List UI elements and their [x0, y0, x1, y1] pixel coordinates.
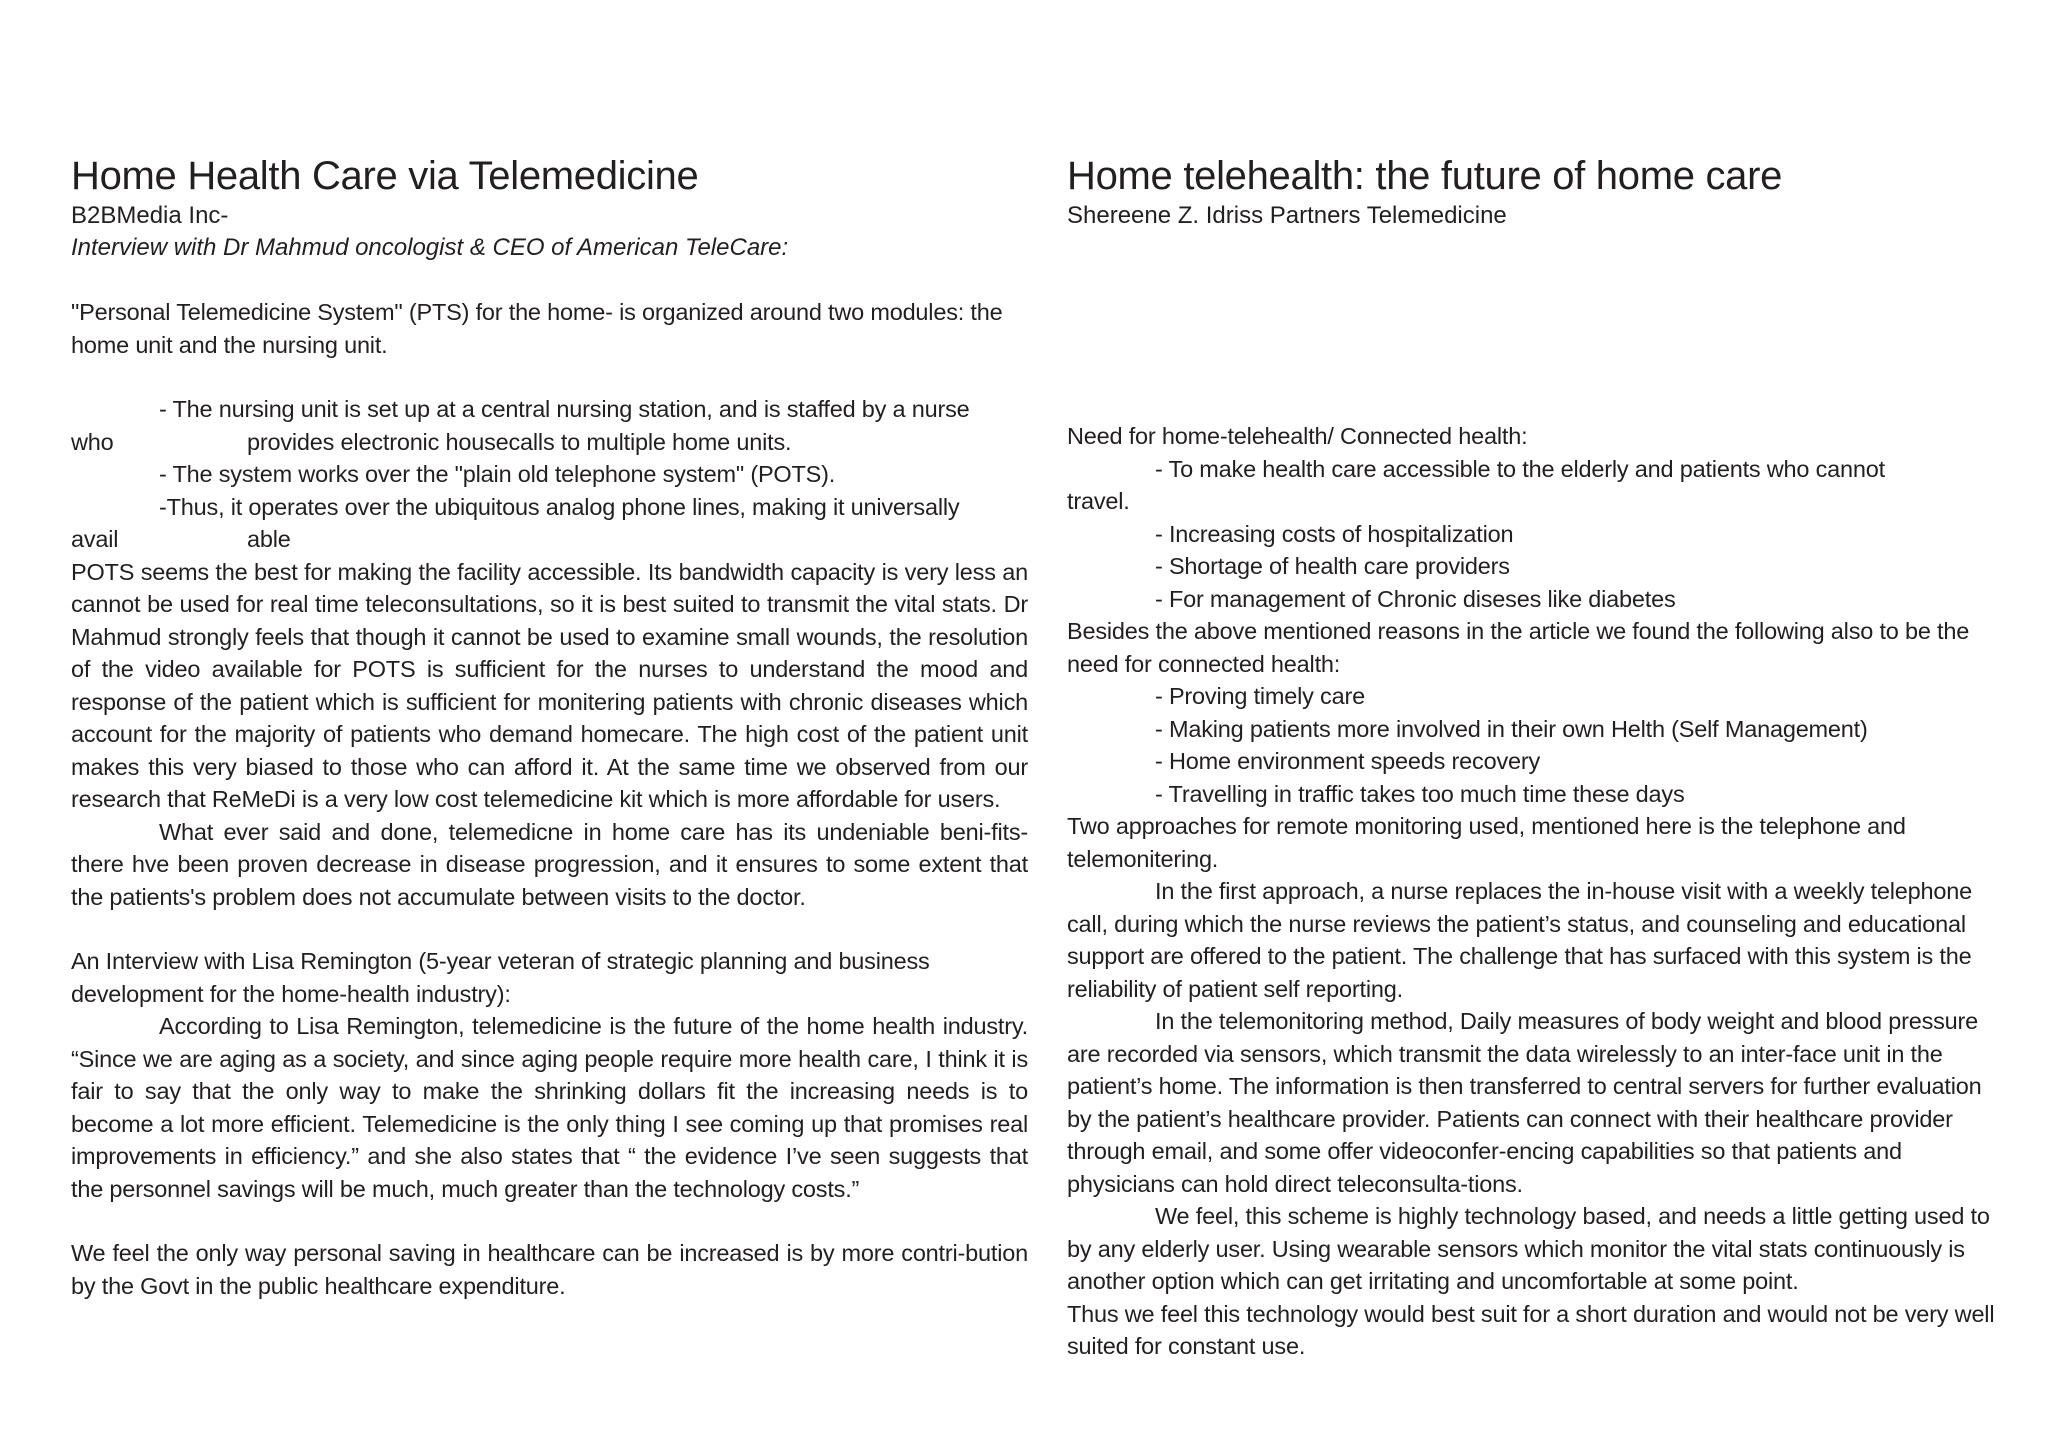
right-extra-item-4: - Travelling in traffic takes too much time these days: [1155, 780, 1685, 807]
right-extra-item-1: - Proving timely care: [1155, 683, 1365, 709]
left-para-lisa: According to Lisa Remington, telemedicine is the future of the home health industry. “Since we are aging as a society, and since aging people require more health care, I think it is fair to say that the only way to make the shrinking dollars fit the increasing needs is to become a lot more efficient. Telemedicine is the only thing I see coming up that promises real improvements in efficiency.” and she also states that “ the evidence I’ve seen suggests that the personnel savings will be much, much greater than the technology costs.”: [71, 1013, 1028, 1202]
left-bullet-1-who: who: [71, 428, 114, 455]
left-bullet-2: - The system works over the "plain old telephone system" (POTS).: [159, 461, 836, 487]
right-para-thus: Thus we feel this technology would best suit for a short duration and would not be very well suited for constant use.: [1067, 1300, 1995, 1359]
spacer: [71, 361, 1028, 393]
left-para-conclusion: We feel the only way personal saving in healthcare can be increased is by more contri-bution by the Govt in the public healthcare expenditure.: [71, 1240, 1028, 1299]
right-need-item-3: - Shortage of health care providers: [1155, 553, 1510, 579]
right-need-item-1: - To make health care accessible to the elderly and patients who cannot: [1155, 455, 1885, 482]
right-source: Shereene Z. Idriss Partners Telemedicine: [1067, 202, 1507, 229]
right-need-item-4: - For management of Chronic diseses like diabetes: [1155, 585, 1676, 612]
left-source: B2BMedia Inc-: [71, 202, 229, 229]
spacer: [71, 1205, 1028, 1237]
right-para-first: In the first approach, a nurse replaces the in-house visit with a weekly telephone call, during which the nurse reviews the patient’s status, and counseling and educational support are offered to the patient. The challenge that has surfaced with this system is the reliability of patient self reporting.: [1067, 878, 1973, 1002]
right-title: Home telehealth: the future of home care: [1067, 154, 1783, 198]
right-extra-item-3: - Home environment speeds recovery: [1155, 748, 1541, 774]
right-approaches: Two approaches for remote monitoring used, mentioned here is the telephone and telemonitering.: [1067, 813, 1906, 872]
right-extra-item-2: - Making patients more involved in their own Helth (Self Management): [1155, 715, 1868, 742]
right-need-item-2: - Increasing costs of hospitalization: [1155, 520, 1514, 547]
left-bullet-3-avail: avail: [71, 526, 119, 552]
left-bullet-3-cont: able: [247, 526, 291, 552]
left-bullet-1-cont: provides electronic housecalls to multiple home units.: [247, 428, 792, 455]
left-para-whatever: What ever said and done, telemedicne in home care has its undeniable beni-fits- there hve been proven decrease in disease progression, and it ensures to some extent that the patients's problem does not accumulate between visits to the doctor.: [71, 818, 1028, 910]
left-column: [71, 152, 1028, 1302]
spacer: [71, 264, 1028, 296]
left-interview2-heading: An Interview with Lisa Remington (5-year veteran of strategic planning and business development for the home-health industry):: [71, 948, 930, 1007]
right-column: [1067, 152, 1999, 1363]
left-title: Home Health Care via Telemedicine: [71, 154, 699, 198]
left-bullet-3-continuation: [71, 523, 1028, 556]
right-besides: Besides the above mentioned reasons in the article we found the following also to be the need for connected health:: [1067, 618, 1970, 677]
left-subtitle: Interview with Dr Mahmud oncologist & CEO of American TeleCare:: [71, 234, 789, 261]
right-need-item-1-cont: travel.: [1067, 488, 1130, 514]
spacer: [1067, 232, 1999, 420]
left-bullet-3: -Thus, it operates over the ubiquitous analog phone lines, making it universally: [159, 493, 960, 520]
spacer: [71, 913, 1028, 945]
left-bullet-1: - The nursing unit is set up at a central nursing station, and is staffed by a nurse: [159, 396, 970, 422]
right-para-telemonitoring: In the telemonitoring method, Daily measures of body weight and blood pressure are recorded via sensors, which transmit the data wirelessly to an inter-face unit in the patient’s home. The information is then transferred to central servers for further evaluation by the patient’s healthcare provider. Patients can connect with their healthcare provider through email, and some offer videoconfer-encing capabilities so that patients and physicians can hold direct teleconsulta-tions.: [1067, 1008, 1982, 1197]
right-need-heading: Need for home-telehealth/ Connected health:: [1067, 423, 1528, 449]
right-para-wefeel: We feel, this scheme is highly technology based, and needs a little getting used to by any elderly user. Using wearable sensors which monitor the vital stats continuously is another option which can get irritating and uncomfortable at some point.: [1067, 1203, 1990, 1294]
left-bullet-1-continuation: [71, 426, 1028, 459]
left-para-pots: POTS seems the best for making the facility accessible. Its bandwidth capacity is very less an cannot be used for real time teleconsultations, so it is best suited to transmit the vital stats. Dr Mahmud strongly feels that though it cannot be used to examine small wounds, the resolution of the video available for POTS is sufficient for the nurses to understand the mood and response of the patient which is sufficient for monitering patients with chronic diseases which account for the majority of patients who demand homecare. The high cost of the patient unit makes this very biased to those who can afford it. At the same time we observed from our research that ReMeDi is a very low cost telemedicine kit which is more affordable for users.: [71, 558, 1028, 812]
left-intro: "Personal Telemedicine System" (PTS) for the home- is organized around two modules: the home unit and the nursing unit.: [71, 299, 1003, 358]
